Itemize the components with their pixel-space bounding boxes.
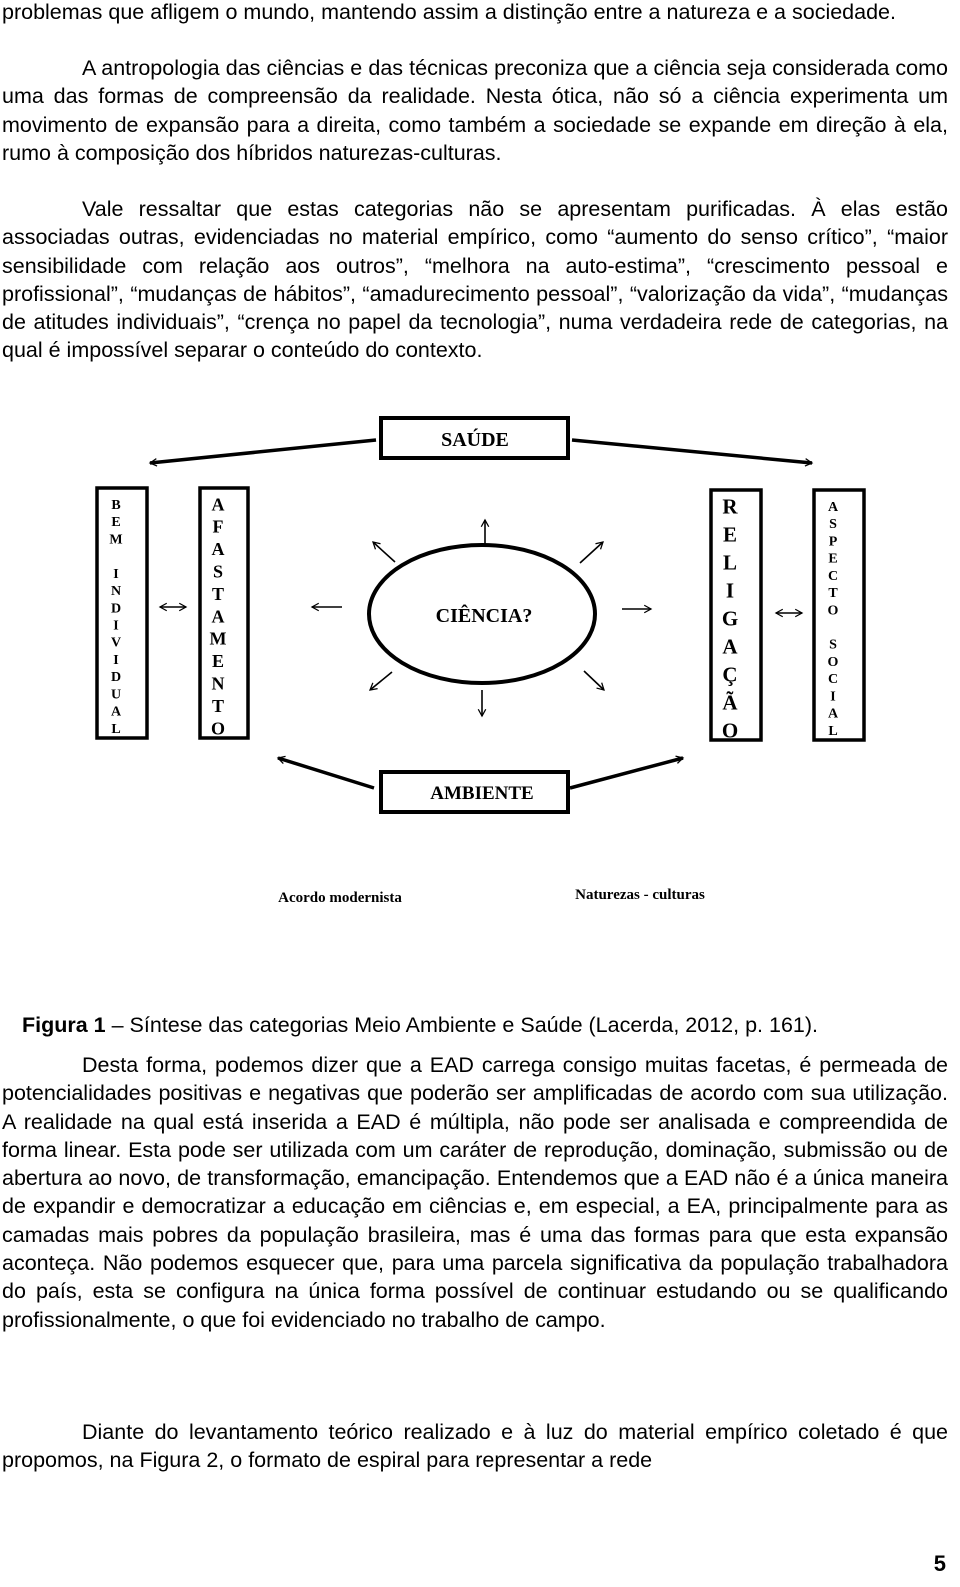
arrow-bottom-right (570, 758, 683, 788)
religacao-letter: O (721, 718, 739, 743)
aspecto-social-letter: P (828, 534, 838, 550)
religacao-letter: R (722, 494, 738, 519)
arrow-top-right (572, 440, 812, 463)
religacao-letter: Ã (722, 690, 738, 715)
aspecto-social-letter: S (829, 637, 837, 653)
arrow-up-left (373, 542, 395, 562)
afastamento-letter: A (211, 606, 225, 627)
naturezas-culturas-label: Naturezas - culturas (575, 887, 705, 903)
afastamento-letter: F (212, 516, 224, 537)
bem-individual-letter: I (113, 566, 119, 582)
bem-individual-letter: U (110, 687, 122, 703)
bem-individual-letter: L (111, 721, 121, 737)
aspecto-social-box (814, 490, 864, 740)
paragraph-intro: problemas que afligem o mundo, mantendo assim a distinção entre a natureza e a sociedade. (2, 0, 896, 24)
arrow-top-left (150, 440, 376, 463)
arrow-bottom-left (278, 758, 374, 788)
aspecto-social-letter: L (828, 723, 838, 739)
bem-individual-letter: A (110, 704, 122, 720)
ambiente-label: AMBIENTE (430, 783, 534, 804)
afastamento-letter: T (211, 583, 225, 604)
aspecto-social-letter: T (828, 586, 838, 602)
caption-label: Figura 1 (22, 1013, 106, 1037)
diagram-canvas (0, 410, 960, 930)
religacao-letter: E (722, 522, 738, 547)
afastamento-letter: E (211, 651, 225, 672)
arrow-up-right (580, 542, 603, 563)
aspecto-social-letter: S (829, 517, 837, 533)
bem-individual-letter: B (111, 497, 121, 513)
bem-individual-letter: I (113, 652, 119, 668)
religacao-letter: A (722, 634, 738, 659)
paragraph-anthropology: A antropologia das ciências e das técnicas preconiza que a ciência seja considerada como uma das formas de compreensão da realidade. Nesta ótica, não só a ciência experimenta um movimento de expansão para a direita, como também a sociedade se expande em direção à ela, rumo à composição dos híbridos naturezas-culturas. (2, 56, 948, 165)
figure-caption (22, 1011, 952, 1039)
afastamento-letter: A (211, 494, 225, 515)
aspecto-social-letter: A (827, 499, 839, 515)
afastamento-letter: A (211, 539, 225, 560)
arrow-down-left (370, 672, 392, 690)
bem-individual-letter: E (111, 515, 121, 531)
afastamento-letter: N (211, 673, 225, 694)
aspecto-social-letter: C (827, 672, 839, 688)
ciencia-label: CIÊNCIA? (435, 605, 533, 627)
page-number: 5 (933, 1551, 946, 1576)
bem-individual-letter: N (110, 584, 122, 600)
aspecto-social-letter: I (830, 689, 836, 705)
paragraph-conclusion: Diante do levantamento teórico realizado e à luz do material empírico coletado é que propomos, na Figura 2, o formato de espiral para representar a rede (2, 1420, 948, 1473)
bem-individual-letter: D (110, 601, 122, 617)
caption-text: – Síntese das categorias Meio Ambiente e Saúde (Lacerda, 2012, p. 161). (105, 1013, 818, 1037)
afastamento-letter: M (209, 628, 227, 649)
afastamento-letter: T (211, 695, 225, 716)
bem-individual-letter: D (110, 670, 122, 686)
paragraph-categories: Vale ressaltar que estas categorias não se apresentam purificadas. À elas estão associadas outras, evidenciadas no material empírico, como “aumento do senso crítico”, “maior sensibilidade com relação aos outros”, “melhora na auto-estima”, “crescimento pessoal e profissional”, “mudanças de hábitos”, “amadurecimento pessoal”, “valorização da vida”, “mudanças de atitudes individuais”, “crença no papel da tecnologia”, numa verdadeira rede de categorias, na qual é impossível separar o conteúdo do contexto. (2, 197, 948, 363)
bem-individual-box (97, 488, 147, 738)
aspecto-social-letter: O (827, 603, 839, 619)
aspecto-social-letter: E (828, 551, 838, 567)
afastamento-letter: O (210, 718, 226, 739)
bem-individual-letter: M (109, 532, 123, 548)
saude-label: SAÚDE (441, 429, 509, 451)
aspecto-social-letter: C (827, 568, 839, 584)
acordo-modernista-label: Acordo modernista (278, 890, 402, 906)
religacao-letter: L (722, 550, 738, 575)
bem-individual-letter: I (113, 618, 119, 634)
aspecto-social-letter: O (827, 654, 839, 670)
bem-individual-letter: V (110, 635, 122, 651)
religacao-letter: Ç (722, 662, 738, 687)
arrow-down-right (584, 671, 604, 690)
paragraph-ead: Desta forma, podemos dizer que a EAD carrega consigo muitas facetas, é permeada de potencialidades positivas e negativas que poderão ser amplificadas de acordo com sua utilização. A realidade na qual está inserida a EAD é múltipla, não pode ser analisada e compreendida de forma linear. Esta pode ser utilizada com um caráter de reprodução, dominação, submissão ou de abertura ao novo, de transformação, emancipação. Entendemos que a EAD não é a única maneira de expandir e democratizar a educação em ciências e, em especial, a EA, principalmente para as camadas mais pobres da população brasileira, mas é uma das formas para que esta expansão aconteça. Não podemos esquecer que, para uma parcela significativa da população trabalhadora do país, esta se configura na única forma possível de continuar estudando ou se qualificando profissionalmente, o que foi evidenciado no trabalho de campo. (2, 1053, 948, 1332)
religacao-letter: G (721, 606, 739, 631)
aspecto-social-letter: A (827, 706, 839, 722)
afastamento-letter: S (212, 561, 224, 582)
religacao-letter: I (725, 578, 735, 603)
